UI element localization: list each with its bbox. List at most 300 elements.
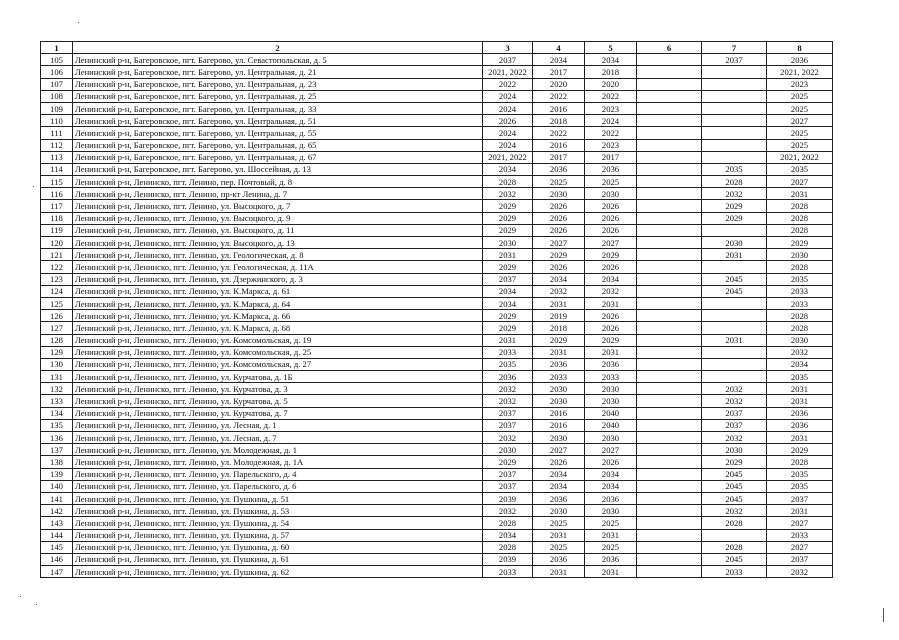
col5-cell: 2022 [585, 127, 637, 139]
col3-cell: 2037 [483, 419, 533, 431]
address-cell: Ленинский р-н, Багеровское, пгт. Багерово, ул. Центральная, д. 25 [73, 90, 483, 102]
col4-cell: 2030 [533, 188, 585, 200]
address-cell: Ленинский р-н, Ленинско, пгт. Ленино, ул. Молодежная, д. 1 [73, 444, 483, 456]
col6-cell [637, 297, 702, 309]
col7-cell [702, 139, 767, 151]
col6-cell [637, 273, 702, 285]
col6-cell [637, 395, 702, 407]
col5-cell: 2029 [585, 249, 637, 261]
col7-cell: 2032 [702, 432, 767, 444]
col5-cell: 2036 [585, 358, 637, 370]
col6-cell [637, 90, 702, 102]
col7-cell [702, 78, 767, 90]
table-row [41, 273, 833, 285]
col4-cell: 2025 [533, 176, 585, 188]
row-number-cell: 116 [41, 188, 73, 200]
col5-cell: 2036 [585, 553, 637, 565]
address-cell: Ленинский р-н, Багеровское, пгт. Багерово, ул. Центральная, д. 51 [73, 115, 483, 127]
col4-cell: 2025 [533, 517, 585, 529]
table-row [41, 383, 833, 395]
col5-cell: 2022 [585, 90, 637, 102]
table-row [41, 188, 833, 200]
col5-cell: 2026 [585, 322, 637, 334]
col8-cell: 2028 [767, 261, 833, 273]
column-header-6: 6 [637, 42, 702, 54]
col5-cell: 2031 [585, 297, 637, 309]
address-cell: Ленинский р-н, Ленинско, пгт. Ленино, ул. Высоцкого, д. 9 [73, 212, 483, 224]
col8-cell: 2028 [767, 212, 833, 224]
col8-cell: 2027 [767, 517, 833, 529]
col3-cell: 2032 [483, 432, 533, 444]
col4-cell: 2030 [533, 383, 585, 395]
col3-cell: 2033 [483, 566, 533, 578]
col4-cell: 2029 [533, 249, 585, 261]
row-number-cell: 131 [41, 371, 73, 383]
col8-cell: 2036 [767, 419, 833, 431]
table-body [41, 54, 833, 578]
column-header-3: 3 [483, 42, 533, 54]
col7-cell: 2028 [702, 541, 767, 553]
address-cell: Ленинский р-н, Багеровское, пгт. Багерово, ул. Центральная, д. 23 [73, 78, 483, 90]
col8-cell: 2031 [767, 188, 833, 200]
table-row [41, 553, 833, 565]
table-row [41, 78, 833, 90]
col5-cell: 2040 [585, 419, 637, 431]
row-number-cell: 139 [41, 468, 73, 480]
col7-cell: 2032 [702, 505, 767, 517]
row-number-cell: 143 [41, 517, 73, 529]
col3-cell: 2033 [483, 346, 533, 358]
col6-cell [637, 151, 702, 163]
col8-cell: 2035 [767, 468, 833, 480]
table-row [41, 285, 833, 297]
address-cell: Ленинский р-н, Ленинско, пгт. Ленино, ул. К.Маркса, д. 68 [73, 322, 483, 334]
col5-cell: 2034 [585, 468, 637, 480]
table-row [41, 517, 833, 529]
col7-cell: 2045 [702, 468, 767, 480]
col7-cell [702, 261, 767, 273]
row-number-cell: 123 [41, 273, 73, 285]
row-number-cell: 145 [41, 541, 73, 553]
col6-cell [637, 371, 702, 383]
col4-cell: 2036 [533, 553, 585, 565]
col5-cell: 2034 [585, 273, 637, 285]
col4-cell: 2034 [533, 54, 585, 66]
col5-cell: 2029 [585, 334, 637, 346]
col5-cell: 2040 [585, 407, 637, 419]
row-number-cell: 115 [41, 176, 73, 188]
col8-cell: 2036 [767, 407, 833, 419]
col7-cell: 2045 [702, 480, 767, 492]
col5-cell: 2017 [585, 151, 637, 163]
col4-cell: 2027 [533, 237, 585, 249]
col3-cell: 2037 [483, 273, 533, 285]
col4-cell: 2026 [533, 212, 585, 224]
row-number-cell: 105 [41, 54, 73, 66]
address-cell: Ленинский р-н, Багеровское, пгт. Багерово, ул. Центральная, д. 21 [73, 66, 483, 78]
col7-cell [702, 371, 767, 383]
table-row [41, 261, 833, 273]
col6-cell [637, 249, 702, 261]
col5-cell: 2031 [585, 346, 637, 358]
row-number-cell: 127 [41, 322, 73, 334]
col5-cell: 2027 [585, 444, 637, 456]
address-cell: Ленинский р-н, Ленинско, пгт. Ленино, ул. Парельского, д. 6 [73, 480, 483, 492]
table-row [41, 163, 833, 175]
row-number-cell: 117 [41, 200, 73, 212]
col7-cell: 2045 [702, 273, 767, 285]
address-cell: Ленинский р-н, Ленинско, пгт. Ленино, ул. Геологическая, д. 11А [73, 261, 483, 273]
col5-cell: 2030 [585, 505, 637, 517]
col8-cell: 2021, 2022 [767, 151, 833, 163]
col4-cell: 2036 [533, 492, 585, 504]
table-row [41, 127, 833, 139]
table-row [41, 54, 833, 66]
address-cell: Ленинский р-н, Багеровское, пгт. Багерово, ул. Центральная, д. 33 [73, 102, 483, 114]
address-cell: Ленинский р-н, Ленинско, пгт. Ленино, ул. Курчатова, д. 5 [73, 395, 483, 407]
col5-cell: 2026 [585, 224, 637, 236]
col8-cell: 2028 [767, 224, 833, 236]
col7-cell: 2028 [702, 176, 767, 188]
col8-cell: 2034 [767, 358, 833, 370]
col5-cell: 2030 [585, 395, 637, 407]
col3-cell: 2029 [483, 322, 533, 334]
address-cell: Ленинский р-н, Багеровское, пгт. Багерово, ул. Шоссейная, д. 13 [73, 163, 483, 175]
row-number-cell: 130 [41, 358, 73, 370]
col4-cell: 2030 [533, 432, 585, 444]
address-cell: Ленинский р-н, Ленинско, пгт. Ленино, ул. К.Маркса, д. 61 [73, 285, 483, 297]
col4-cell: 2030 [533, 505, 585, 517]
col5-cell: 2023 [585, 139, 637, 151]
col7-cell [702, 322, 767, 334]
col8-cell: 2031 [767, 383, 833, 395]
col6-cell [637, 492, 702, 504]
col8-cell: 2023 [767, 78, 833, 90]
col8-cell: 2036 [767, 54, 833, 66]
row-number-cell: 136 [41, 432, 73, 444]
col4-cell: 2034 [533, 273, 585, 285]
scan-speck [78, 22, 79, 23]
col4-cell: 2016 [533, 139, 585, 151]
table-row [41, 566, 833, 578]
table-row [41, 310, 833, 322]
col8-cell: 2025 [767, 90, 833, 102]
table-row [41, 541, 833, 553]
col4-cell: 2026 [533, 261, 585, 273]
address-cell: Ленинский р-н, Ленинско, пгт. Ленино, ул. Молодежная, д. 1А [73, 456, 483, 468]
col3-cell: 2037 [483, 407, 533, 419]
col4-cell: 2031 [533, 297, 585, 309]
col3-cell: 2028 [483, 541, 533, 553]
address-cell: Ленинский р-н, Ленинско, пгт. Ленино, ул. Лесная, д. 7 [73, 432, 483, 444]
col6-cell [637, 468, 702, 480]
row-number-cell: 140 [41, 480, 73, 492]
col3-cell: 2022 [483, 78, 533, 90]
address-cell: Ленинский р-н, Ленинско, пгт. Ленино, ул. Пушкина, д. 54 [73, 517, 483, 529]
row-number-cell: 126 [41, 310, 73, 322]
col3-cell: 2028 [483, 517, 533, 529]
row-number-cell: 144 [41, 529, 73, 541]
column-header-4: 4 [533, 42, 585, 54]
row-number-cell: 129 [41, 346, 73, 358]
col3-cell: 2032 [483, 383, 533, 395]
table-row [41, 249, 833, 261]
col8-cell: 2029 [767, 444, 833, 456]
col4-cell: 2031 [533, 346, 585, 358]
col7-cell: 2037 [702, 407, 767, 419]
col6-cell [637, 237, 702, 249]
col3-cell: 2031 [483, 334, 533, 346]
row-number-cell: 128 [41, 334, 73, 346]
table-row [41, 334, 833, 346]
col5-cell: 2033 [585, 371, 637, 383]
col7-cell: 2031 [702, 249, 767, 261]
table-row [41, 224, 833, 236]
col3-cell: 2024 [483, 90, 533, 102]
address-cell: Ленинский р-н, Багеровское, пгт. Багерово, ул. Центральная, д. 55 [73, 127, 483, 139]
col5-cell: 2030 [585, 432, 637, 444]
col4-cell: 2017 [533, 66, 585, 78]
col4-cell: 2026 [533, 456, 585, 468]
col6-cell [637, 212, 702, 224]
row-number-cell: 106 [41, 66, 73, 78]
address-cell: Ленинский р-н, Багеровское, пгт. Багерово, ул. Центральная, д. 67 [73, 151, 483, 163]
table-row [41, 407, 833, 419]
col4-cell: 2017 [533, 151, 585, 163]
col4-cell: 2030 [533, 395, 585, 407]
address-cell: Ленинский р-н, Багеровское, пгт. Багерово, ул. Севастопольская, д. 5 [73, 54, 483, 66]
col7-cell: 2030 [702, 444, 767, 456]
address-cell: Ленинский р-н, Ленинско, пгт. Ленино, ул. К.Маркса, д. 66 [73, 310, 483, 322]
col7-cell [702, 90, 767, 102]
col5-cell: 2026 [585, 200, 637, 212]
col5-cell: 2026 [585, 310, 637, 322]
col7-cell: 2033 [702, 566, 767, 578]
row-number-cell: 132 [41, 383, 73, 395]
col8-cell: 2029 [767, 237, 833, 249]
col6-cell [637, 66, 702, 78]
col5-cell: 2030 [585, 383, 637, 395]
row-number-cell: 142 [41, 505, 73, 517]
col5-cell: 2032 [585, 285, 637, 297]
col7-cell: 2032 [702, 383, 767, 395]
col5-cell: 2034 [585, 54, 637, 66]
col7-cell: 2045 [702, 553, 767, 565]
col4-cell: 2019 [533, 310, 585, 322]
col5-cell: 2036 [585, 492, 637, 504]
col5-cell: 2026 [585, 212, 637, 224]
col7-cell [702, 115, 767, 127]
col6-cell [637, 78, 702, 90]
address-cell: Ленинский р-н, Ленинско, пгт. Ленино, ул. Курчатова, д. 7 [73, 407, 483, 419]
row-number-cell: 108 [41, 90, 73, 102]
col3-cell: 2037 [483, 480, 533, 492]
col7-cell [702, 310, 767, 322]
col8-cell: 2037 [767, 492, 833, 504]
column-header-5: 5 [585, 42, 637, 54]
col8-cell: 2035 [767, 273, 833, 285]
table-row [41, 432, 833, 444]
row-number-cell: 135 [41, 419, 73, 431]
col4-cell: 2016 [533, 102, 585, 114]
col7-cell [702, 224, 767, 236]
col3-cell: 2039 [483, 492, 533, 504]
col6-cell [637, 163, 702, 175]
col5-cell: 2018 [585, 66, 637, 78]
table-row [41, 200, 833, 212]
col3-cell: 2029 [483, 310, 533, 322]
housing-repair-schedule-table [40, 41, 833, 578]
col3-cell: 2029 [483, 456, 533, 468]
row-number-cell: 146 [41, 553, 73, 565]
col4-cell: 2036 [533, 358, 585, 370]
col7-cell: 2032 [702, 188, 767, 200]
col8-cell: 2031 [767, 505, 833, 517]
table-row [41, 529, 833, 541]
address-cell: Ленинский р-н, Ленинско, пгт. Ленино, ул. Комсомольская, д. 19 [73, 334, 483, 346]
col8-cell: 2035 [767, 371, 833, 383]
col5-cell: 2026 [585, 261, 637, 273]
col3-cell: 2034 [483, 529, 533, 541]
col3-cell: 2021, 2022 [483, 151, 533, 163]
col4-cell: 2034 [533, 480, 585, 492]
col4-cell: 2032 [533, 285, 585, 297]
column-header-8: 8 [767, 42, 833, 54]
col7-cell: 2029 [702, 456, 767, 468]
table-row [41, 322, 833, 334]
scan-speck [36, 604, 37, 605]
col4-cell: 2016 [533, 407, 585, 419]
col8-cell: 2027 [767, 541, 833, 553]
col8-cell: 2033 [767, 297, 833, 309]
col4-cell: 2036 [533, 163, 585, 175]
col6-cell [637, 517, 702, 529]
col6-cell [637, 444, 702, 456]
row-number-cell: 109 [41, 102, 73, 114]
address-cell: Ленинский р-н, Ленинско, пгт. Ленино, ул. Пушкина, д. 53 [73, 505, 483, 517]
col3-cell: 2021, 2022 [483, 66, 533, 78]
table-row [41, 456, 833, 468]
table-row [41, 151, 833, 163]
row-number-cell: 120 [41, 237, 73, 249]
col6-cell [637, 432, 702, 444]
address-cell: Ленинский р-н, Ленинско, пгт. Ленино, пер. Почтовый, д. 8 [73, 176, 483, 188]
col3-cell: 2030 [483, 237, 533, 249]
col4-cell: 2018 [533, 115, 585, 127]
table-row [41, 492, 833, 504]
table-row [41, 102, 833, 114]
col8-cell: 2030 [767, 249, 833, 261]
col8-cell: 2028 [767, 310, 833, 322]
col3-cell: 2029 [483, 224, 533, 236]
col3-cell: 2039 [483, 553, 533, 565]
row-number-cell: 122 [41, 261, 73, 273]
col5-cell: 2025 [585, 541, 637, 553]
column-header-7: 7 [702, 42, 767, 54]
col7-cell [702, 529, 767, 541]
address-cell: Ленинский р-н, Ленинско, пгт. Ленино, ул. Высоцкого, д. 7 [73, 200, 483, 212]
address-cell: Ленинский р-н, Ленинско, пгт. Ленино, ул. Пушкина, д. 51 [73, 492, 483, 504]
col8-cell: 2032 [767, 566, 833, 578]
col5-cell: 2030 [585, 188, 637, 200]
col6-cell [637, 358, 702, 370]
col6-cell [637, 102, 702, 114]
col6-cell [637, 566, 702, 578]
address-cell: Ленинский р-н, Ленинско, пгт. Ленино, пр-кт Ленина, д. 7 [73, 188, 483, 200]
col6-cell [637, 115, 702, 127]
col4-cell: 2026 [533, 224, 585, 236]
scan-speck [20, 596, 21, 597]
col8-cell: 2033 [767, 285, 833, 297]
col6-cell [637, 139, 702, 151]
table-row [41, 297, 833, 309]
col6-cell [637, 176, 702, 188]
table-row [41, 90, 833, 102]
row-number-cell: 125 [41, 297, 73, 309]
col8-cell: 2028 [767, 456, 833, 468]
col7-cell [702, 102, 767, 114]
col6-cell [637, 456, 702, 468]
col7-cell: 2031 [702, 334, 767, 346]
row-number-cell: 141 [41, 492, 73, 504]
column-header-2: 2 [73, 42, 483, 54]
table-row [41, 444, 833, 456]
table-row [41, 468, 833, 480]
col8-cell: 2032 [767, 346, 833, 358]
address-cell: Ленинский р-н, Ленинско, пгт. Ленино, ул. К.Маркса, д. 64 [73, 297, 483, 309]
row-number-cell: 113 [41, 151, 73, 163]
col7-cell: 2037 [702, 54, 767, 66]
col7-cell: 2045 [702, 492, 767, 504]
col8-cell: 2025 [767, 139, 833, 151]
address-cell: Ленинский р-н, Ленинско, пгт. Ленино, ул. Геологическая, д. 8 [73, 249, 483, 261]
address-cell: Ленинский р-н, Ленинско, пгт. Ленино, ул. Курчатова, д. 3 [73, 383, 483, 395]
col5-cell: 2020 [585, 78, 637, 90]
col6-cell [637, 383, 702, 395]
col4-cell: 2022 [533, 90, 585, 102]
col7-cell: 2045 [702, 285, 767, 297]
col5-cell: 2024 [585, 115, 637, 127]
address-cell: Ленинский р-н, Ленинско, пгт. Ленино, ул. Пушкина, д. 61 [73, 553, 483, 565]
address-cell: Ленинский р-н, Ленинско, пгт. Ленино, ул. Дзержинского, д. 3 [73, 273, 483, 285]
col4-cell: 2031 [533, 566, 585, 578]
col6-cell [637, 261, 702, 273]
row-number-cell: 138 [41, 456, 73, 468]
col3-cell: 2034 [483, 163, 533, 175]
col3-cell: 2037 [483, 468, 533, 480]
col5-cell: 2023 [585, 102, 637, 114]
col4-cell: 2026 [533, 200, 585, 212]
address-cell: Ленинский р-н, Ленинско, пгт. Ленино, ул. Пушкина, д. 60 [73, 541, 483, 553]
col3-cell: 2037 [483, 54, 533, 66]
address-cell: Ленинский р-н, Ленинско, пгт. Ленино, ул. Лесная, д. 1 [73, 419, 483, 431]
col4-cell: 2027 [533, 444, 585, 456]
row-number-cell: 107 [41, 78, 73, 90]
col7-cell [702, 358, 767, 370]
col4-cell: 2016 [533, 419, 585, 431]
col7-cell: 2037 [702, 419, 767, 431]
col5-cell: 2034 [585, 480, 637, 492]
col4-cell: 2034 [533, 468, 585, 480]
address-cell: Ленинский р-н, Ленинско, пгт. Ленино, ул. Парельского, д. 4 [73, 468, 483, 480]
row-number-cell: 112 [41, 139, 73, 151]
row-number-cell: 134 [41, 407, 73, 419]
col3-cell: 2029 [483, 261, 533, 273]
col6-cell [637, 407, 702, 419]
col3-cell: 2029 [483, 200, 533, 212]
col8-cell: 2031 [767, 395, 833, 407]
col3-cell: 2035 [483, 358, 533, 370]
